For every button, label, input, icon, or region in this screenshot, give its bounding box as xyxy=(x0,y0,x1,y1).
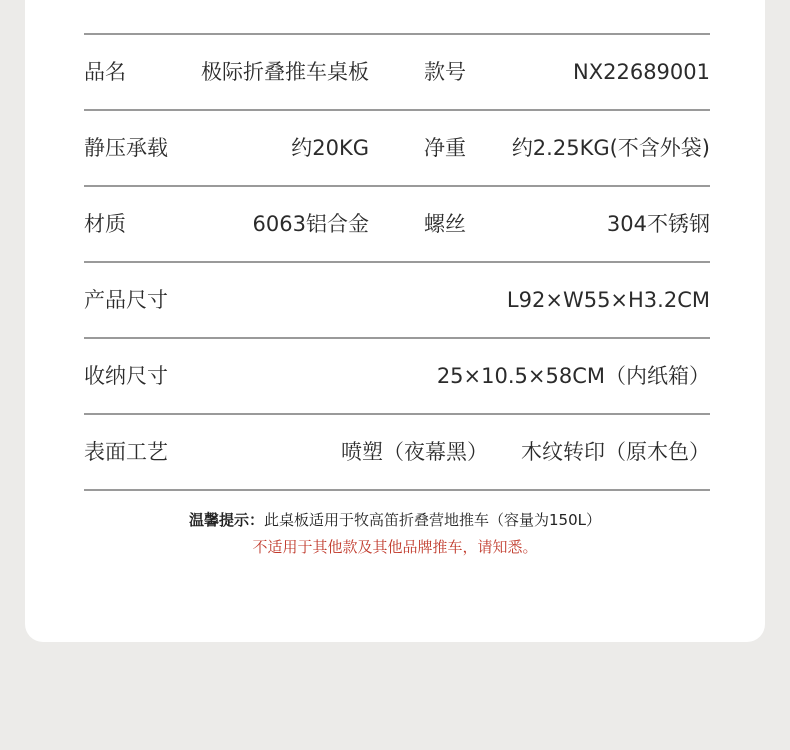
spec-row-product-name xyxy=(84,35,710,111)
spec-value: NX22689001 xyxy=(573,60,710,84)
spec-label: 款号 xyxy=(424,60,466,84)
spec-value: 喷塑（夜幕黑） xyxy=(341,440,488,464)
notice-line-2: 不适用于其他款及其他品牌推车，请知悉。 xyxy=(252,538,538,556)
spec-label: 表面工艺 xyxy=(84,440,168,464)
spec-label: 静压承载 xyxy=(84,136,168,160)
spec-label: 净重 xyxy=(424,136,466,160)
notice-text: 此桌板适用于牧高笛折叠营地推车（容量为150L） xyxy=(264,511,601,529)
spec-table xyxy=(84,33,710,491)
notice-title: 温馨提示： xyxy=(188,511,264,529)
spec-value: L92×W55×H3.2CM xyxy=(506,288,710,312)
spec-row-storage-size xyxy=(84,339,710,415)
spec-value: 6063铝合金 xyxy=(252,212,369,236)
spec-value: 约2.25KG(不含外袋) xyxy=(511,136,710,160)
spec-label: 材质 xyxy=(84,212,126,236)
spec-label: 收纳尺寸 xyxy=(84,364,168,388)
spec-label: 品名 xyxy=(84,60,126,84)
spec-row-load xyxy=(84,111,710,187)
notice-line-1 xyxy=(0,509,790,530)
spec-label: 螺丝 xyxy=(424,212,466,236)
spec-value: 25×10.5×58CM（内纸箱） xyxy=(436,364,710,388)
spec-row-product-size xyxy=(84,263,710,339)
spec-value: 木纹转印（原木色） xyxy=(521,440,710,464)
spec-row-surface-finish xyxy=(84,415,710,491)
spec-value: 约20KG xyxy=(291,136,369,160)
spec-label: 产品尺寸 xyxy=(84,288,168,312)
spec-value: 304不锈钢 xyxy=(606,212,710,236)
spec-row-material xyxy=(84,187,710,263)
spec-value: 极际折叠推车桌板 xyxy=(201,60,369,84)
